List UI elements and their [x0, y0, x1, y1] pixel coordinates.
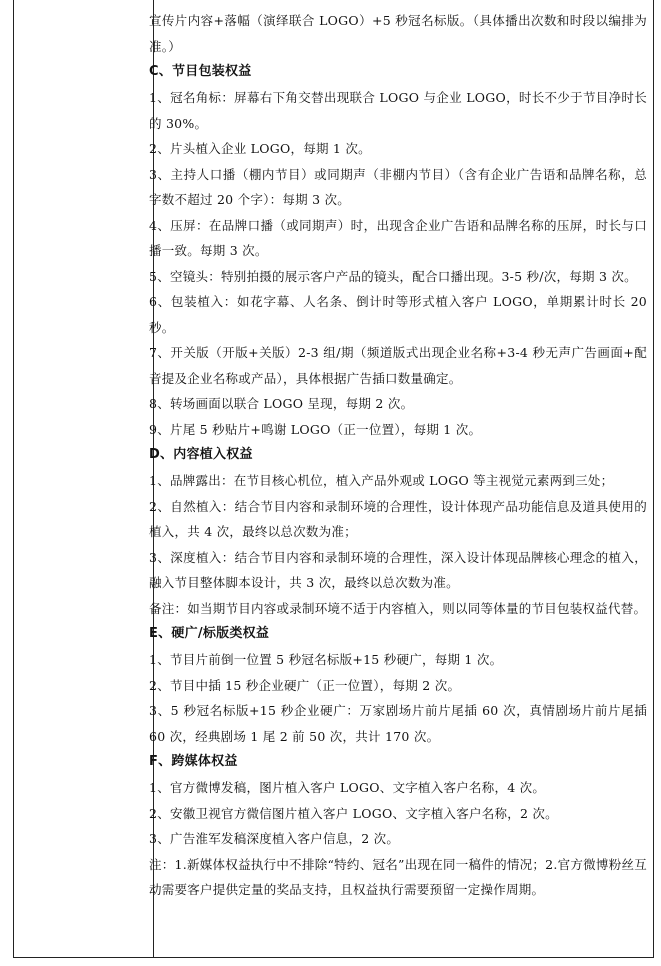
section-heading: C、节目包装权益 [149, 64, 252, 79]
section-heading: D、内容植入权益 [149, 447, 253, 462]
section-hard-ad-rights [149, 621, 647, 749]
list-item: 3、广告淮军发稿深度植入客户信息，2 次。 [149, 831, 400, 846]
section-heading: F、跨媒体权益 [149, 754, 238, 769]
section-heading: E、硬广/标版类权益 [149, 626, 270, 641]
list-item: 6、包装植入：如花字幕、人名条、倒计时等形式植入客户 LOGO，单期累计时长 20 秒。 [149, 294, 647, 335]
list-item: 4、压屏：在品牌口播（或同期声）时，出现含企业广告语和品牌名称的压屏，时长与口播一致。每期 3 次。 [149, 217, 647, 258]
section-packaging-rights [149, 59, 647, 442]
note-item: 备注：如当期节目内容或录制环境不适于内容植入，则以同等体量的节目包装权益代替。 [149, 600, 647, 616]
list-item: 9、片尾 5 秒贴片+鸣谢 LOGO（正一位置），每期 1 次。 [149, 421, 482, 437]
list-item: 1、节目片前倒一位置 5 秒冠名标版+15 秒硬广，每期 1 次。 [149, 652, 503, 667]
rights-content [149, 8, 647, 903]
list-item: 7、开关版（开版+关版）2-3 组/期（频道版式出现企业名称+3-4 秒无声广告画面+配音提及企业名称或产品），具体根据广告插口数量确定。 [149, 345, 647, 386]
list-item: 3、5 秒冠名标版+15 秒企业硬广：万家剧场片前片尾插 60 次，真情剧场片前片尾插 60 次，经典剧场 1 尾 2 前 50 次，共计 170 次。 [149, 703, 647, 744]
section-cross-media-rights [149, 749, 647, 903]
list-item: 3、深度植入：结合节目内容和录制环境的合理性，深入设计体现品牌核心理念的植入，融入节目整体脚本设计，共 3 次，最终以总次数为准。 [149, 549, 647, 590]
list-item: 5、空镜头：特别拍摄的展示客户产品的镜头，配合口播出现。3-5 秒/次，每期 3 次。 [149, 268, 637, 284]
note-item: 注：1.新媒体权益执行中不排除“特约、冠名”出现在同一稿件的情况；2.官方微博粉丝互动需要客户提供定量的奖品支持，且权益执行需要预留一定操作周期。 [149, 856, 647, 897]
list-item: 1、冠名角标：屏幕右下角交替出现联合 LOGO 与企业 LOGO，时长不少于节目净时长的 30%。 [149, 90, 647, 131]
list-item: 1、品牌露出：在节目核心机位，植入产品外观或 LOGO 等主视觉元素两到三处； [149, 473, 614, 488]
section-content-placement-rights [149, 442, 647, 621]
list-item: 8、转场画面以联合 LOGO 呈现，每期 2 次。 [149, 396, 414, 411]
list-item: 2、安徽卫视官方微信图片植入客户 LOGO、文字植入客户名称，2 次。 [149, 805, 558, 821]
continued-paragraph: 宣传片内容+落幅（演绎联合 LOGO）+5 秒冠名标版。（具体播出次数和时段以编排为准。） [149, 13, 647, 54]
list-item: 2、自然植入：结合节目内容和录制环境的合理性，设计体现产品功能信息及道具使用的植入，共 4 次，最终以总次数为准； [149, 498, 647, 539]
list-item: 1、官方微博发稿，图片植入客户 LOGO、文字植入客户名称，4 次。 [149, 780, 546, 795]
list-item: 2、片头植入企业 LOGO，每期 1 次。 [149, 141, 371, 156]
list-item: 3、主持人口播（棚内节目）或同期声（非棚内节目）（含有企业广告语和品牌名称，总字数不超过 20 个字）：每期 3 次。 [149, 166, 647, 207]
list-item: 2、节目中插 15 秒企业硬广（正一位置），每期 2 次。 [149, 677, 461, 693]
